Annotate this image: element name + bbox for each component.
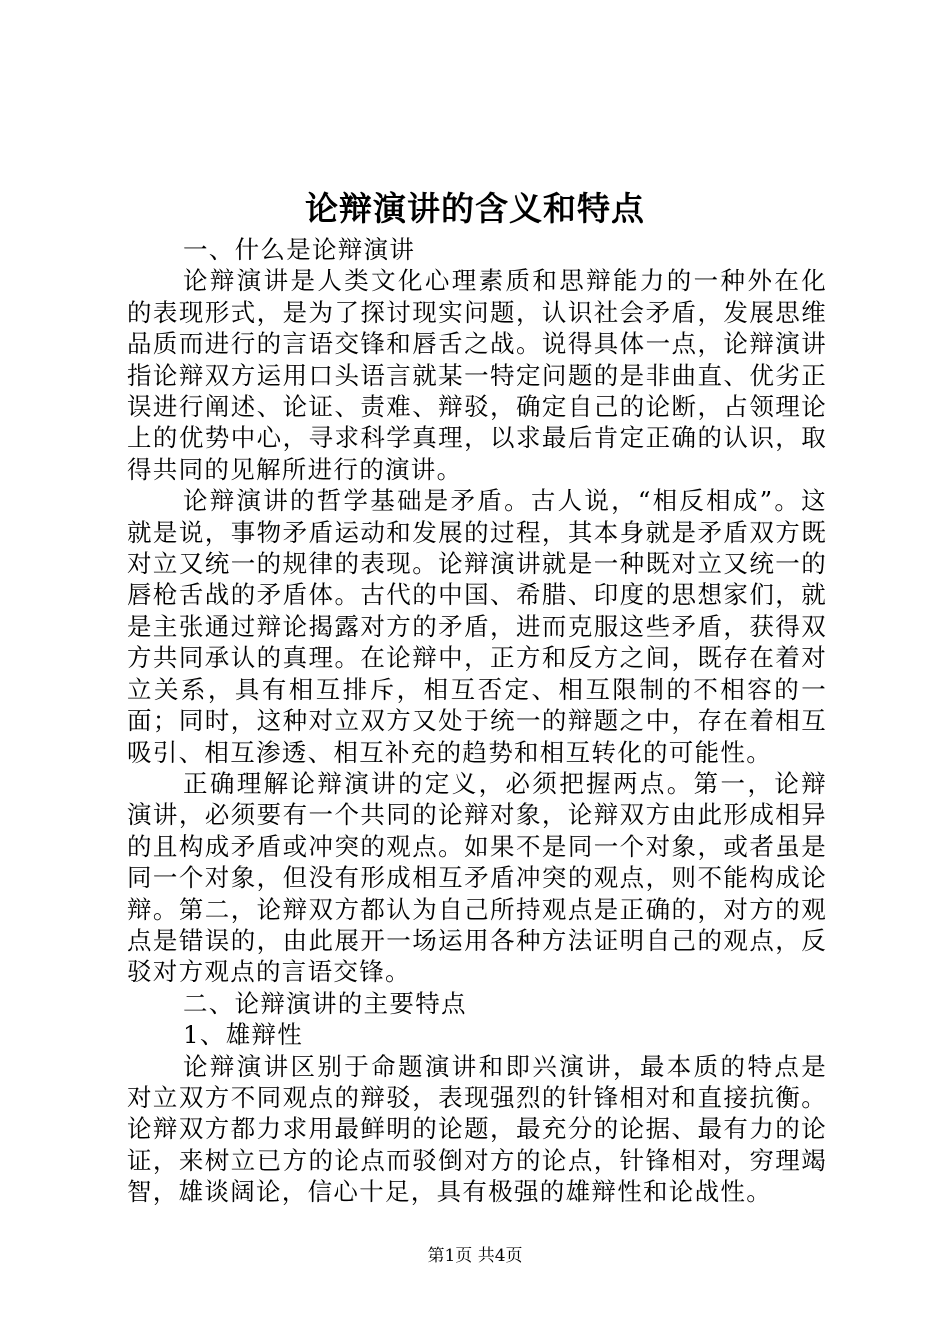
subsection-heading-1: 1、雄辩性 xyxy=(183,1020,304,1050)
paragraph-definition: 论辩演讲是人类文化心理素质和思辩能力的一种外在化的表现形式，是为了探讨现实问题，认识社会矛盾，发展思维品质而进行的言语交锋和唇舌之战。说得具体一点，论辩演讲指论辩双方运用口头语言就某一特定问题的是非曲直、优劣正误进行阐述、论证、责难、辩驳，确定自己的论断，占领理论上的优势中心，寻求科学真理，以求最后肯定正确的认识，取得共同的见解所进行的演讲。 xyxy=(127,266,827,484)
document-title: 论辩演讲的含义和特点 xyxy=(305,189,645,228)
paragraph-understanding: 正确理解论辩演讲的定义，必须把握两点。第一，论辩演讲，必须要有一个共同的论辩对象，论辩双方由此形成相异的且构成矛盾或冲突的观点。如果不是同一个对象，或者虽是同一个对象，但没有形成相互矛盾冲突的观点，则不能构成论辩。第二，论辩双方都认为自己所持观点是正确的，对方的观点是错误的，由此展开一场运用各种方法证明自己的观点，反驳对方观点的言语交锋。 xyxy=(127,768,827,987)
document-body xyxy=(127,234,827,1208)
section-heading-2: 二、论辩演讲的主要特点 xyxy=(183,988,467,1018)
page-number-footer: 第1页 共4页 xyxy=(427,1246,523,1266)
paragraph-philosophy: 论辩演讲的哲学基础是矛盾。古人说，“相反相成”。这就是说，事物矛盾运动和发展的过程，其本身就是矛盾双方既对立又统一的规律的表现。论辩演讲就是一种既对立又统一的唇枪舌战的矛盾体。古代的中国、希腊、印度的思想家们，就是主张通过辩论揭露对方的矛盾，进而克服这些矛盾，获得双方共同承认的真理。在论辩中，正方和反方之间，既存在着对立关系，具有相互排斥，相互否定、相互限制的不相容的一面；同时，这种对立双方又处于统一的辩题之中，存在着相互吸引、相互渗透、相互补充的趋势和相互转化的可能性。 xyxy=(127,486,827,767)
paragraph-eloquence: 论辩演讲区别于命题演讲和即兴演讲，最本质的特点是对立双方不同观点的辩驳，表现强烈的针锋相对和直接抗衡。论辩双方都力求用最鲜明的论题，最充分的论据、最有力的论证，来树立已方的论点而驳倒对方的论点，针锋相对，穷理竭智，雄谈阔论，信心十足，具有极强的雄辩性和论战性。 xyxy=(127,1051,827,1207)
section-heading-1: 一、什么是论辩演讲 xyxy=(183,235,416,264)
